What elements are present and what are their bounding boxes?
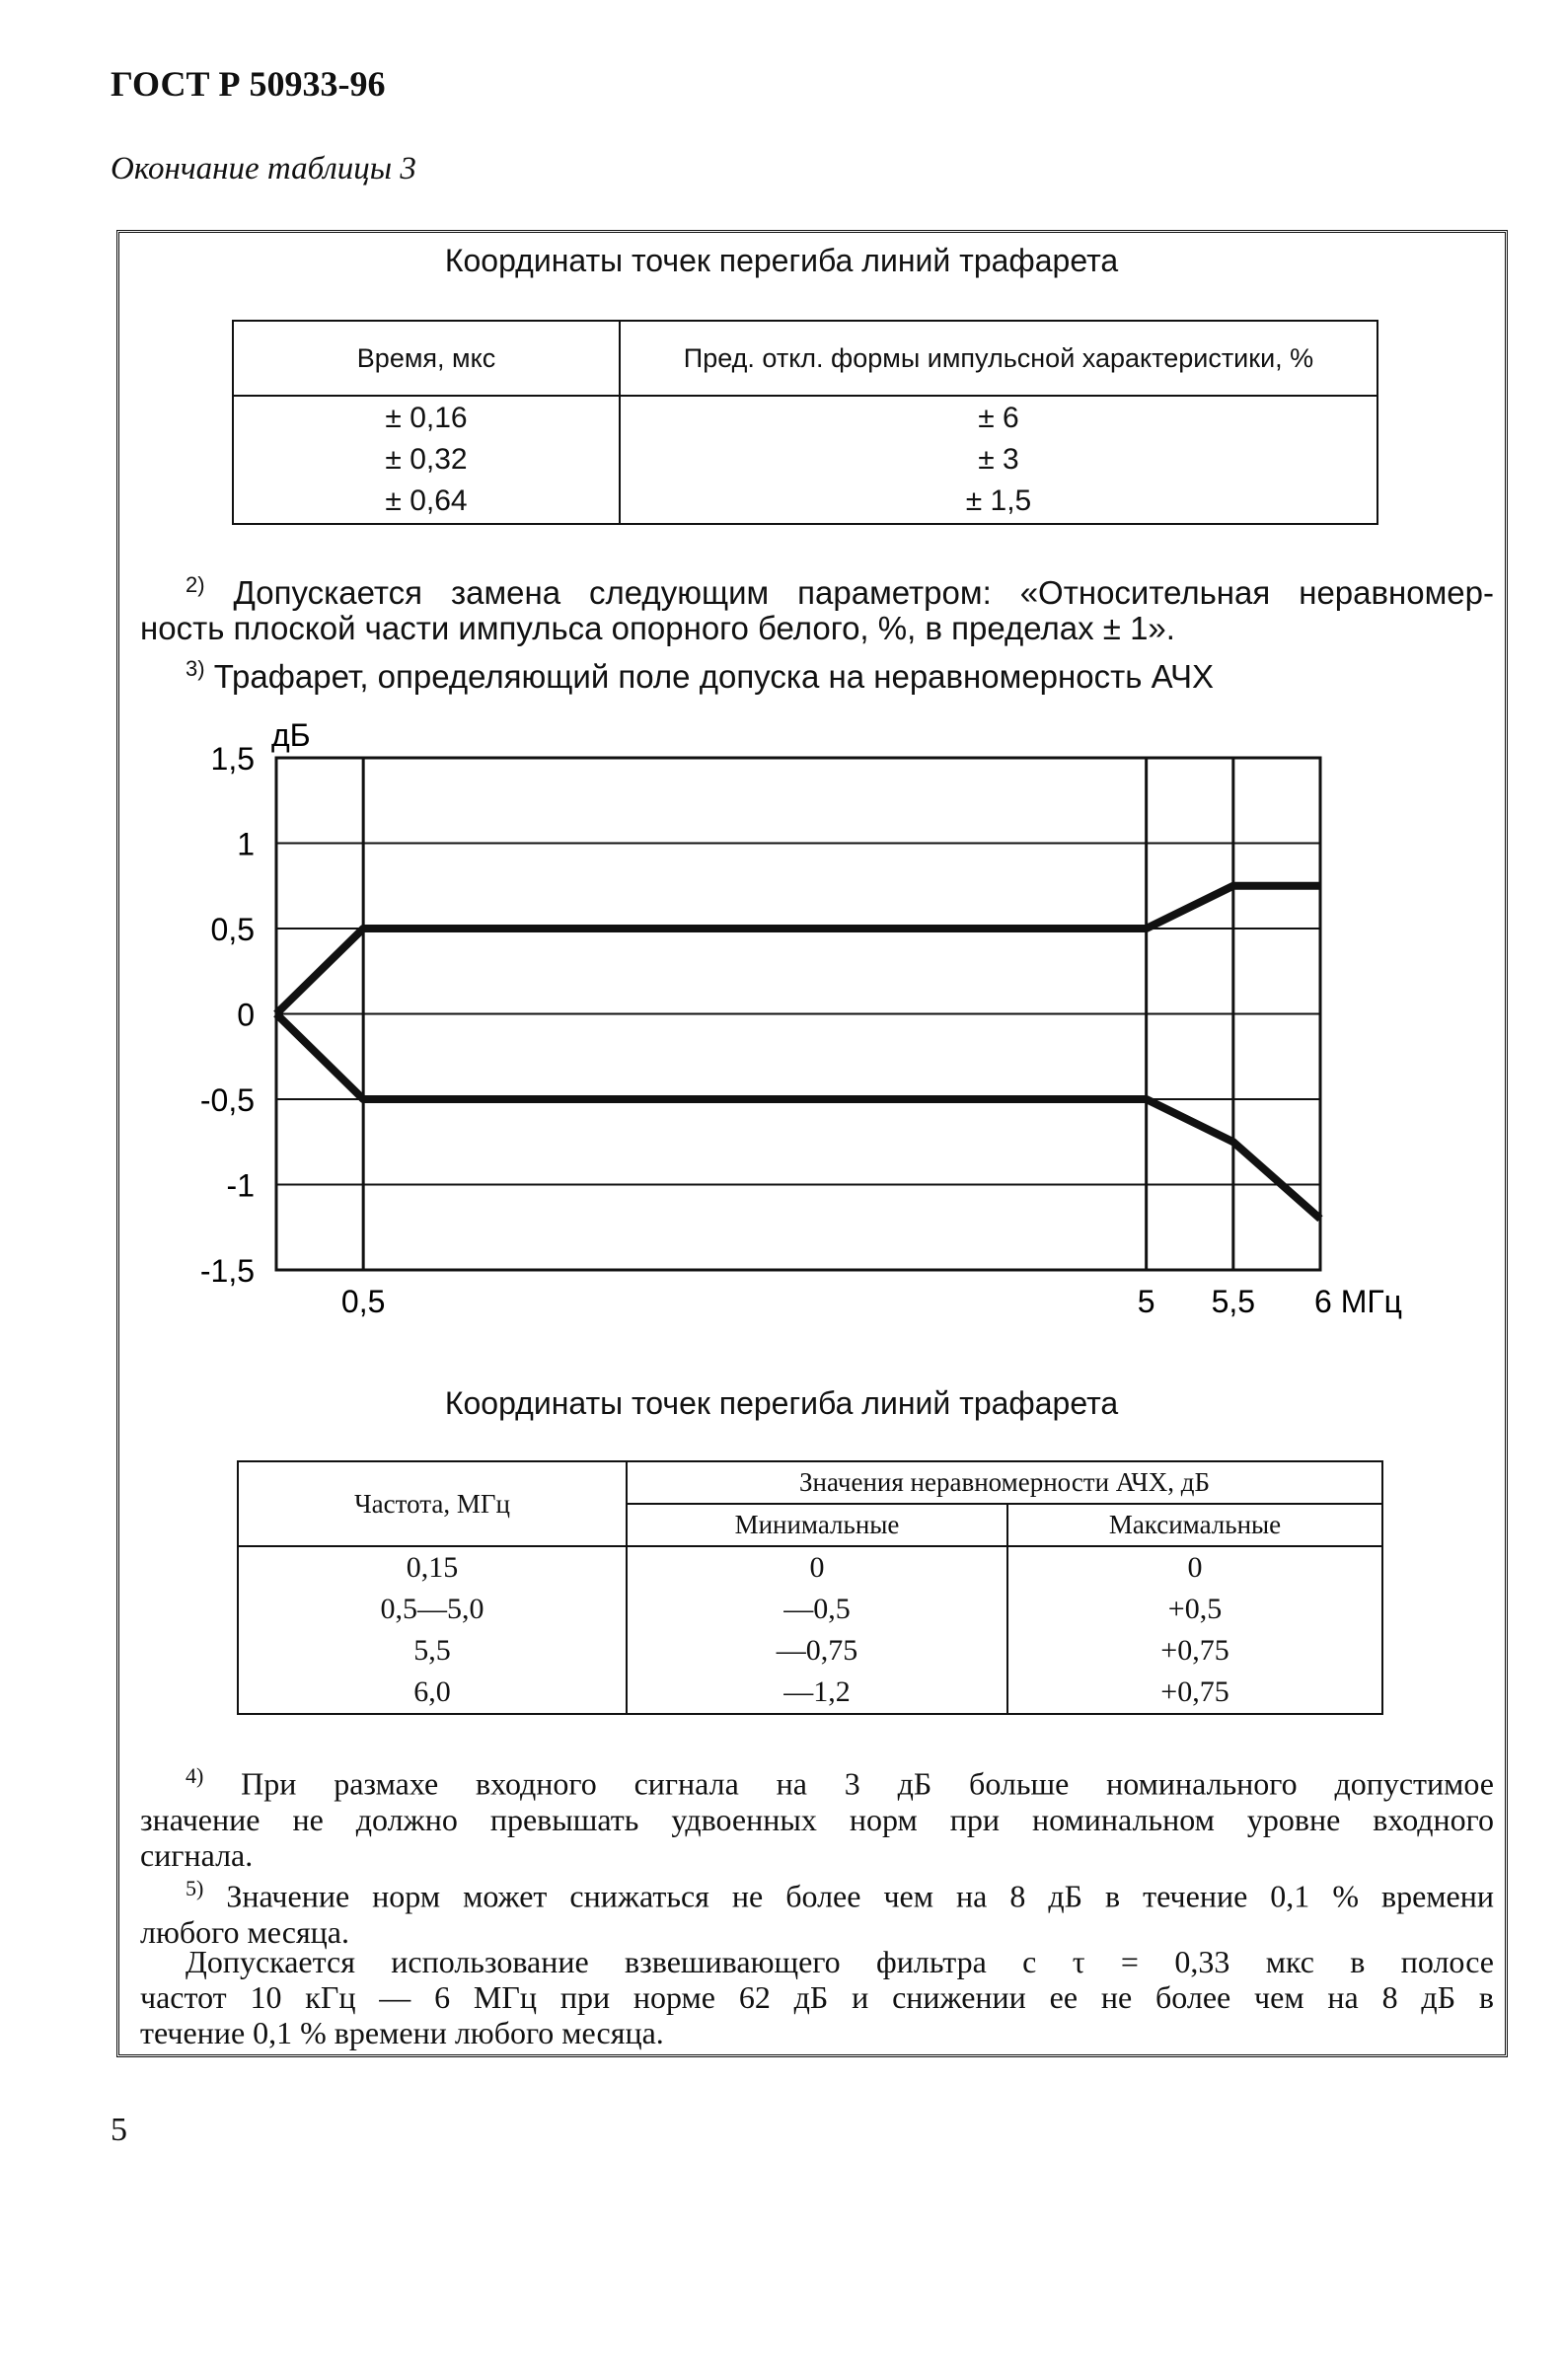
table2-cell: —0,5 — [783, 1593, 851, 1625]
document-code: ГОСТ Р 50933-96 — [111, 64, 386, 104]
y-tick-label: -0,5 — [199, 1082, 255, 1118]
x-tick-label: 0,5 — [340, 1284, 386, 1319]
table2-cell: —1,2 — [783, 1675, 851, 1708]
table1-col2-header: Пред. откл. формы импульсной характеристики, % — [620, 321, 1377, 396]
note-2-line1 — [140, 567, 1494, 611]
table1-cell: ± 0,32 — [385, 443, 468, 476]
table2-cell: 0,15 — [406, 1551, 459, 1584]
note-5-text1: Значение норм может снижаться не более чем на 8 дБ в течение 0,1 % времени — [226, 1878, 1495, 1914]
y-tick-label: 0 — [237, 997, 255, 1033]
note-2-line2: ность плоской части импульса опорного белого, %, в пределах ± 1». — [140, 610, 1175, 646]
note-5-line2: любого месяца. — [140, 1913, 349, 1950]
note-paragraph-line2: частот 10 кГц — 6 МГц при норме 62 дБ и снижении ее не более чем на 8 дБ в — [140, 1979, 1494, 2015]
y-axis-unit: дБ — [271, 717, 311, 753]
note-4-line2: значение не должно превышать удвоенных норм при номинальном уровне входного — [140, 1801, 1494, 1837]
table2-cell: —0,75 — [776, 1634, 858, 1667]
table-caption: Окончание таблицы 3 — [111, 151, 416, 186]
note-4-line3: сигнала. — [140, 1836, 254, 1873]
table2 — [237, 1460, 1383, 1715]
table1-cell: ± 1,5 — [965, 484, 1032, 517]
table2-col2-values — [627, 1546, 1007, 1714]
note-2 — [140, 567, 1494, 646]
table1-cell: ± 3 — [978, 443, 1019, 476]
x-tick-label: 5 — [1137, 1284, 1155, 1319]
table1-cell: ± 0,16 — [385, 402, 468, 434]
table1-title: Координаты точек перегиба линий трафарета — [444, 243, 1119, 278]
x-tick-label: 6 МГц — [1314, 1284, 1402, 1319]
note-4-mark: 4) — [186, 1763, 204, 1788]
note-3-mark: 3) — [186, 656, 205, 681]
table2-cell: +0,5 — [1167, 1593, 1223, 1625]
y-tick-label: -1,5 — [199, 1253, 255, 1289]
note-3 — [140, 651, 1494, 695]
table2-col3-values — [1007, 1546, 1382, 1714]
note-5 — [140, 1871, 1494, 1950]
table2-cell: +0,75 — [1160, 1634, 1229, 1667]
upper-tolerance-line — [276, 886, 1320, 1014]
table2-cell: 5,5 — [413, 1634, 451, 1667]
page-number: 5 — [111, 2112, 127, 2148]
table1-cell: ± 0,64 — [385, 484, 468, 517]
table2-cell: +0,75 — [1160, 1675, 1229, 1708]
note-2-text1: Допускается замена следующим параметром: «Относительная неравномер- — [233, 574, 1494, 611]
x-tick-label: 5,5 — [1211, 1284, 1256, 1319]
table2-cell: 0 — [1187, 1551, 1203, 1584]
table1-cell: ± 6 — [978, 402, 1019, 434]
y-tick-label: 1,5 — [210, 741, 255, 777]
table1-col2-values — [620, 396, 1377, 524]
table2-col1-header: Частота, МГц — [238, 1461, 627, 1546]
note-2-mark: 2) — [186, 572, 205, 597]
note-4 — [140, 1758, 1494, 1873]
y-tick-label: 1 — [237, 826, 255, 862]
note-5-mark: 5) — [186, 1876, 204, 1900]
y-tick-label: 0,5 — [210, 912, 255, 947]
note-3-text: Трафарет, определяющий поле допуска на неравномерность АЧХ — [213, 658, 1215, 695]
table2-title: Координаты точек перегиба линий трафарета — [444, 1385, 1119, 1421]
note-paragraph — [140, 1944, 1494, 2050]
table1-col1-values — [233, 396, 620, 524]
lower-tolerance-line — [276, 1014, 1320, 1220]
note-5-line1 — [140, 1871, 1494, 1914]
table2-group-header: Значения неравномерности АЧХ, дБ — [627, 1461, 1382, 1504]
table2-cell: 0 — [809, 1551, 825, 1584]
note-4-line1 — [140, 1758, 1494, 1802]
note-4-text1: При размахе входного сигнала на 3 дБ больше номинального допустимое — [241, 1765, 1495, 1802]
y-tick-label: -1 — [226, 1167, 255, 1204]
note-paragraph-line1 — [140, 1944, 1494, 1979]
table2-cell: 6,0 — [413, 1675, 451, 1708]
note-paragraph-line3: течение 0,1 % времени любого месяца. — [140, 2015, 664, 2050]
tolerance-chart — [0, 691, 1563, 1342]
table2-cell: 0,5—5,0 — [380, 1593, 484, 1625]
table1-col1-header: Время, мкс — [233, 321, 620, 396]
table1 — [232, 320, 1378, 525]
table2-col3-header: Максимальные — [1007, 1504, 1382, 1546]
note-paragraph-text1: Допускается использование взвешивающего фильтра с τ = 0,33 мкс в полосе — [186, 1944, 1494, 1979]
table2-col2-header: Минимальные — [627, 1504, 1007, 1546]
table2-col1-values — [238, 1546, 627, 1714]
